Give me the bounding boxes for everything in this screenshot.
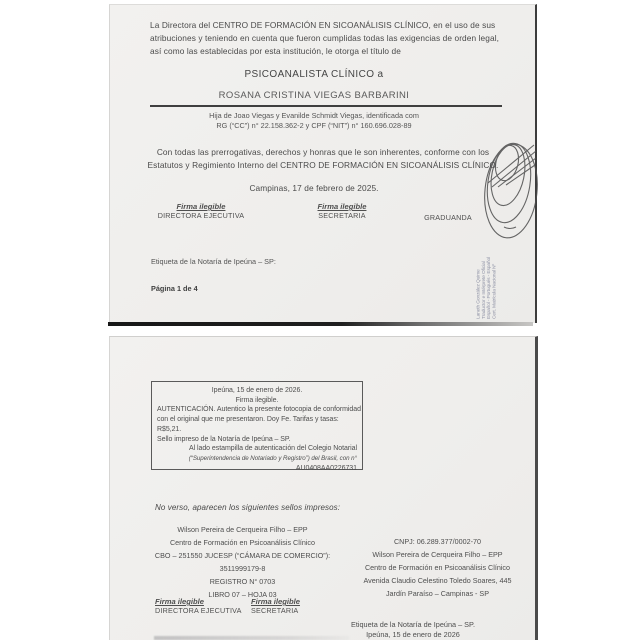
signature-block-directora [155,597,242,615]
translator-stamp-line: Laneth González Quime [476,269,481,319]
intro-line: así como las establecidas por esta institución, le otorga el título de [150,46,401,56]
stamp-line: REGISTRO N° 0703 [209,577,276,586]
signature-role: GRADUANDA [424,213,472,222]
diploma-title: PSICOANALISTA CLÍNICO a [244,69,384,80]
intro-line: La Directora del CENTRO DE FORMACIÓN EN SICOANÁLISIS CLÍNICO, en el uso de sus [150,20,496,30]
auth-box-right-line: (“Superintendencia de Notariado y Registro”) del Brasil, con n° [188,454,357,462]
translator-stamp-line: Cert. Matrícula Nacional Nº [492,263,498,319]
translator-stamp-line: Español - Portugués - Español [486,257,492,319]
id-numbers-line: RG (“CC”) n° 22.158.362-2 y CPF (“NIT”) n° 160.696.028-89 [216,121,412,130]
stamp-line: CBO – 251550 JUCESP (“CÁMARA DE COMERCIO”): [154,551,331,560]
stamp-line: Avenida Claudio Celestino Toledo Soares, 445 [363,576,512,585]
date-line: Campinas, 17 de febrero de 2025. [249,183,379,193]
signature-text: Firma ilegible [176,202,226,211]
signature-scribble-icon [478,131,540,241]
certificate-page-1 [109,4,537,323]
auth-box-line: Ipeúna, 15 de enero de 2026. [211,387,303,394]
stamp-line: CNPJ: 06.289.377/0002-70 [393,537,482,546]
translator-stamp-line: Traductor e Intérprete Oficial [481,261,487,319]
signature-role: DIRECTORA EJECUTIVA [155,606,242,615]
notary-label: Etiqueta de la Notaría de Ipeúna – SP: [151,257,276,266]
signature-text: Firma ilegible [251,597,300,606]
signature-block-directora [140,202,262,220]
stamp-line: 3511999179-8 [219,564,266,573]
stamp-line: LIBRO 07 – HOJA 03 [208,590,277,599]
auth-box-line: Firma ilegible. [235,396,279,404]
signature-block-secretaria [251,597,300,615]
cutoff-text-remnant [154,636,349,640]
auth-box-line: R$5,21. [157,425,182,433]
rights-line: Estatutos y Regimiento Interno del CENTRO DE FORMACIÓN EN SICOANÁLISIS CLÍNICO. [147,160,499,170]
auth-box-line: AUTENTICACIÓN. Autentico la presente fotocopia de conformidad [157,406,361,414]
page-number: Página 1 de 4 [151,284,198,293]
auth-box-line: Sello impreso de la Notaría de Ipeúna – SP. [157,435,291,443]
signature-block-secretaria [290,202,394,220]
graduate-name: ROSANA CRISTINA VIEGAS BARBARINI [218,90,410,101]
rights-paragraph [127,146,519,172]
notary-date-line: Ipeúna, 15 de enero de 2026 [366,630,460,639]
rights-line: Con todas las prerrogativas, derechos y honras que le son inherentes, conforme con los [156,147,490,157]
stamp-line: Centro de Formación en Psicoanálisis Clínico [364,563,510,572]
notary-label-line: Etiqueta de la Notaría de Ipeúna – SP. [350,620,475,629]
left-stamp-block [130,523,355,601]
authentication-box [151,381,363,470]
separator-rule [150,105,502,107]
right-stamp-block [345,535,530,600]
auth-box-right-line: Al lado estampilla de autenticación del Colegio Notarial [188,445,357,453]
certificate-page-2 [109,336,538,640]
signature-block-graduanda [410,213,486,222]
signature-role: DIRECTORA EJECUTIVA [157,211,245,220]
stamp-line: Wilson Pereira de Cerqueira Filho – EPP [372,550,503,559]
auth-box-line: con el original que me presentaron. Doy Fe. Tarifas y tasas: [157,416,339,424]
signature-text: Firma ilegible [155,597,204,606]
stamp-line: Wilson Pereira de Cerqueira Filho – EPP [177,525,308,534]
signature-text: Firma ilegible [317,202,367,211]
page-edge-shadow [108,322,533,326]
stamp-line: Jardín Paraíso – Campinas - SP [385,589,490,598]
stamp-line: Centro de Formación en Psicoanálisis Clínico [169,538,315,547]
verso-intro: No verso, aparecen los siguientes sellos impresos: [155,503,341,512]
intro-paragraph [150,19,499,58]
signature-role: SECRETARIA [251,606,299,615]
filiation-line: Hija de Joao Viegas y Evanilde Schmidt Viegas, identificada com [209,111,419,120]
auth-stamp-number: AU0408AA0226731 [295,464,357,472]
translator-stamp [476,233,504,319]
signature-role: SECRETARIA [318,211,366,220]
intro-line: atribuciones y teniendo en cuenta que fueron cumplidas todas las exigencias de orden legal, [150,33,500,43]
